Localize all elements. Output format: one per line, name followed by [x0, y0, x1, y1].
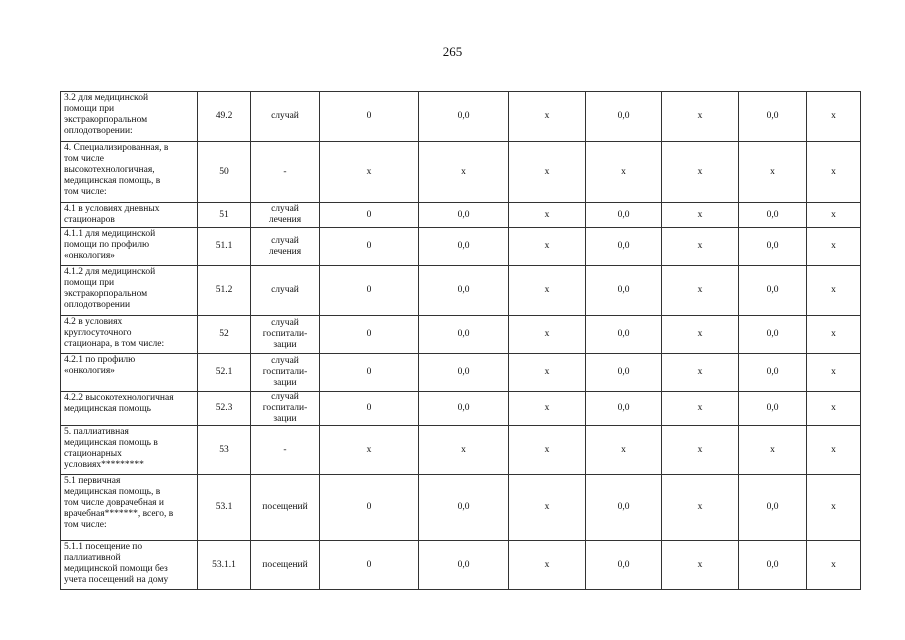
row-value-cell: 0,0	[739, 228, 807, 266]
row-value-cell: x	[419, 426, 509, 475]
row-name-line: 4.2 в условиях	[64, 317, 123, 327]
row-value-cell: x	[509, 541, 586, 590]
row-unit-line: случай	[271, 204, 299, 214]
row-unit-cell	[251, 142, 320, 203]
row-value-cell: x	[662, 392, 739, 426]
row-value-cell: 0,0	[419, 392, 509, 426]
row-value-cell: 0,0	[586, 92, 662, 142]
row-value-cell: 0,0	[586, 541, 662, 590]
row-name-line: медицинская помощь	[64, 404, 151, 414]
row-value-cell: 0,0	[586, 475, 662, 541]
row-name-line: стационара, в том числе:	[64, 339, 165, 349]
row-value-cell: x	[586, 426, 662, 475]
row-value-cell: x	[509, 266, 586, 316]
row-value-cell: x	[807, 354, 861, 392]
row-name-line: 3.2 для медицинской	[64, 93, 149, 103]
row-value-cell: x	[509, 142, 586, 203]
row-value-cell: 0,0	[739, 392, 807, 426]
row-value-cell: 0	[320, 475, 419, 541]
row-value-cell: 0,0	[419, 316, 509, 354]
row-name-line: медицинская помощь, в	[64, 487, 161, 497]
row-name-line: 5.1 первичная	[64, 476, 121, 486]
row-unit-line: зации	[273, 340, 297, 350]
row-unit-line: посещений	[262, 559, 308, 570]
row-name-line: 4. Специализированная, в	[64, 143, 169, 153]
table-row	[61, 92, 861, 142]
page-number: 265	[442, 44, 463, 59]
row-unit-line: зации	[273, 378, 297, 388]
row-code-cell: 51	[198, 203, 251, 228]
row-value-cell: 0,0	[739, 266, 807, 316]
row-value-cell: 0,0	[586, 354, 662, 392]
row-unit-line: случай	[271, 318, 299, 328]
row-name-line: 4.1.1 для медицинской	[64, 229, 156, 239]
row-value-cell: x	[807, 426, 861, 475]
row-code-cell: 52	[198, 316, 251, 354]
row-value-cell: x	[662, 203, 739, 228]
row-name-line: круглосуточного	[64, 328, 132, 338]
row-code-cell: 49.2	[198, 92, 251, 142]
table-row	[61, 392, 861, 426]
row-value-cell: 0	[320, 354, 419, 392]
row-unit-line: случай	[271, 235, 299, 246]
row-name-cell	[61, 316, 198, 354]
row-name-cell	[61, 203, 198, 228]
row-value-cell: 0,0	[739, 354, 807, 392]
row-value-cell: 0	[320, 228, 419, 266]
row-value-cell: 0,0	[419, 266, 509, 316]
row-name-cell	[61, 92, 198, 142]
data-table	[60, 91, 861, 590]
row-name-line: 4.1 в условиях дневных	[64, 204, 160, 214]
row-value-cell: x	[662, 541, 739, 590]
row-value-cell: 0,0	[586, 316, 662, 354]
row-name-line: помощи при	[64, 104, 115, 114]
row-name-cell	[61, 142, 198, 203]
row-name-cell	[61, 541, 198, 590]
row-unit-line: госпитали-	[262, 403, 308, 413]
row-name-line: условиях*********	[64, 460, 144, 470]
row-value-cell: x	[662, 316, 739, 354]
row-name-line: 4.2.1 по профилю	[64, 355, 136, 365]
row-name-line: том числе:	[64, 187, 107, 197]
row-code-cell: 52.3	[198, 392, 251, 426]
row-name-line: оплодотворении	[64, 300, 131, 310]
row-value-cell: x	[509, 316, 586, 354]
row-unit-cell	[251, 266, 320, 316]
row-code-cell: 52.1	[198, 354, 251, 392]
row-name-line: высокотехнологичная,	[64, 165, 155, 175]
row-name-line: 4.1.2 для медицинской	[64, 267, 156, 277]
row-value-cell: x	[509, 426, 586, 475]
row-value-cell: 0	[320, 316, 419, 354]
row-value-cell: 0,0	[739, 203, 807, 228]
row-value-cell: 0	[320, 541, 419, 590]
row-value-cell: x	[807, 92, 861, 142]
row-value-cell: x	[807, 316, 861, 354]
row-name-line: том числе доврачебная и	[64, 498, 165, 508]
row-value-cell: x	[807, 142, 861, 203]
row-unit-line: случай	[271, 356, 299, 366]
row-value-cell: x	[739, 426, 807, 475]
table-row	[61, 142, 861, 203]
row-value-cell: 0,0	[739, 541, 807, 590]
row-value-cell: 0,0	[739, 475, 807, 541]
row-value-cell: 0,0	[586, 228, 662, 266]
row-value-cell: x	[662, 142, 739, 203]
row-unit-cell	[251, 203, 320, 228]
row-name-line: врачебная*******, всего, в	[64, 509, 174, 519]
row-unit-cell	[251, 426, 320, 475]
row-value-cell: 0	[320, 266, 419, 316]
row-value-cell: x	[739, 142, 807, 203]
row-unit-line: случай	[271, 285, 299, 295]
row-code-cell: 50	[198, 142, 251, 203]
table-row	[61, 228, 861, 266]
row-value-cell: x	[662, 228, 739, 266]
row-unit-cell	[251, 92, 320, 142]
row-name-line: том числе	[64, 154, 105, 164]
row-name-cell	[61, 392, 198, 426]
row-value-cell: x	[419, 142, 509, 203]
row-unit-cell	[251, 392, 320, 426]
row-name-line: экстракорпоральном	[64, 115, 148, 125]
row-name-line: стационаров	[64, 215, 115, 225]
row-name-line: медицинской помощи без	[64, 564, 168, 574]
row-value-cell: x	[662, 475, 739, 541]
table-row	[61, 203, 861, 228]
row-value-cell: 0,0	[739, 316, 807, 354]
row-name-line: стационарных	[64, 449, 122, 459]
row-unit-cell	[251, 541, 320, 590]
row-name-line: помощи при	[64, 278, 115, 288]
row-value-cell: 0	[320, 92, 419, 142]
row-value-cell: x	[662, 266, 739, 316]
row-value-cell: 0	[320, 392, 419, 426]
row-value-cell: x	[807, 541, 861, 590]
table-row	[61, 266, 861, 316]
row-value-cell: 0,0	[739, 92, 807, 142]
row-value-cell: 0,0	[586, 203, 662, 228]
row-unit-line: случай	[271, 392, 299, 402]
table-row	[61, 541, 861, 590]
row-name-line: «онкология»	[64, 366, 115, 376]
row-name-line: оплодотворении:	[64, 126, 133, 136]
row-value-cell: x	[807, 228, 861, 266]
row-value-cell: 0,0	[419, 354, 509, 392]
row-value-cell: 0,0	[586, 392, 662, 426]
row-unit-cell	[251, 354, 320, 392]
row-value-cell: x	[509, 354, 586, 392]
row-unit-line: случай	[271, 111, 299, 121]
row-value-cell: x	[807, 203, 861, 228]
row-value-cell: x	[509, 475, 586, 541]
row-unit-cell	[251, 316, 320, 354]
row-name-line: 5.1.1 посещение по	[64, 542, 143, 552]
row-name-line: медицинская помощь в	[64, 438, 158, 448]
row-name-line: паллиативной	[64, 553, 121, 563]
row-code-cell: 51.1	[198, 228, 251, 266]
row-value-cell: 0,0	[419, 228, 509, 266]
row-unit-line: -	[283, 166, 287, 177]
row-value-cell: 0,0	[419, 92, 509, 142]
row-code-cell: 53.1	[198, 475, 251, 541]
row-name-line: помощи по профилю	[64, 240, 150, 250]
row-name-line: «онкология»	[64, 251, 115, 261]
row-code-cell: 53	[198, 426, 251, 475]
row-name-cell	[61, 266, 198, 316]
row-unit-line: лечения	[268, 215, 302, 225]
row-value-cell: x	[807, 475, 861, 541]
row-code-cell: 51.2	[198, 266, 251, 316]
row-unit-line: госпитали-	[262, 329, 308, 339]
row-value-cell: x	[586, 142, 662, 203]
row-name-cell	[61, 228, 198, 266]
row-value-cell: x	[509, 228, 586, 266]
row-name-cell	[61, 475, 198, 541]
table-body	[61, 92, 861, 590]
row-name-line: том числе:	[64, 520, 107, 530]
row-name-line: 5. паллиативная	[64, 427, 129, 437]
row-unit-cell	[251, 475, 320, 541]
row-unit-line: -	[283, 444, 287, 455]
row-value-cell: 0	[320, 203, 419, 228]
row-unit-line: посещений	[262, 502, 308, 512]
row-code-cell: 53.1.1	[198, 541, 251, 590]
row-unit-line: зации	[273, 414, 297, 424]
row-name-line: 4.2.2 высокотехнологичная	[64, 393, 174, 403]
row-value-cell: x	[662, 354, 739, 392]
row-value-cell: 0,0	[419, 203, 509, 228]
row-value-cell: x	[807, 392, 861, 426]
row-value-cell: x	[662, 426, 739, 475]
row-value-cell: x	[320, 142, 419, 203]
row-name-line: медицинская помощь, в	[64, 176, 161, 186]
table-row	[61, 316, 861, 354]
row-value-cell: x	[807, 266, 861, 316]
table-row	[61, 426, 861, 475]
row-value-cell: 0,0	[586, 266, 662, 316]
row-unit-line: госпитали-	[262, 367, 308, 377]
row-value-cell: x	[509, 203, 586, 228]
row-value-cell: x	[509, 392, 586, 426]
row-value-cell: 0,0	[419, 541, 509, 590]
row-value-cell: x	[320, 426, 419, 475]
row-value-cell: x	[662, 92, 739, 142]
row-value-cell: x	[509, 92, 586, 142]
row-unit-cell	[251, 228, 320, 266]
row-unit-line: лечения	[268, 246, 302, 257]
row-name-cell	[61, 426, 198, 475]
row-value-cell: 0,0	[419, 475, 509, 541]
table-row	[61, 475, 861, 541]
row-name-line: учета посещений на дому	[64, 575, 169, 585]
row-name-cell	[61, 354, 198, 392]
row-name-line: экстракорпоральном	[64, 289, 148, 299]
table-row	[61, 354, 861, 392]
